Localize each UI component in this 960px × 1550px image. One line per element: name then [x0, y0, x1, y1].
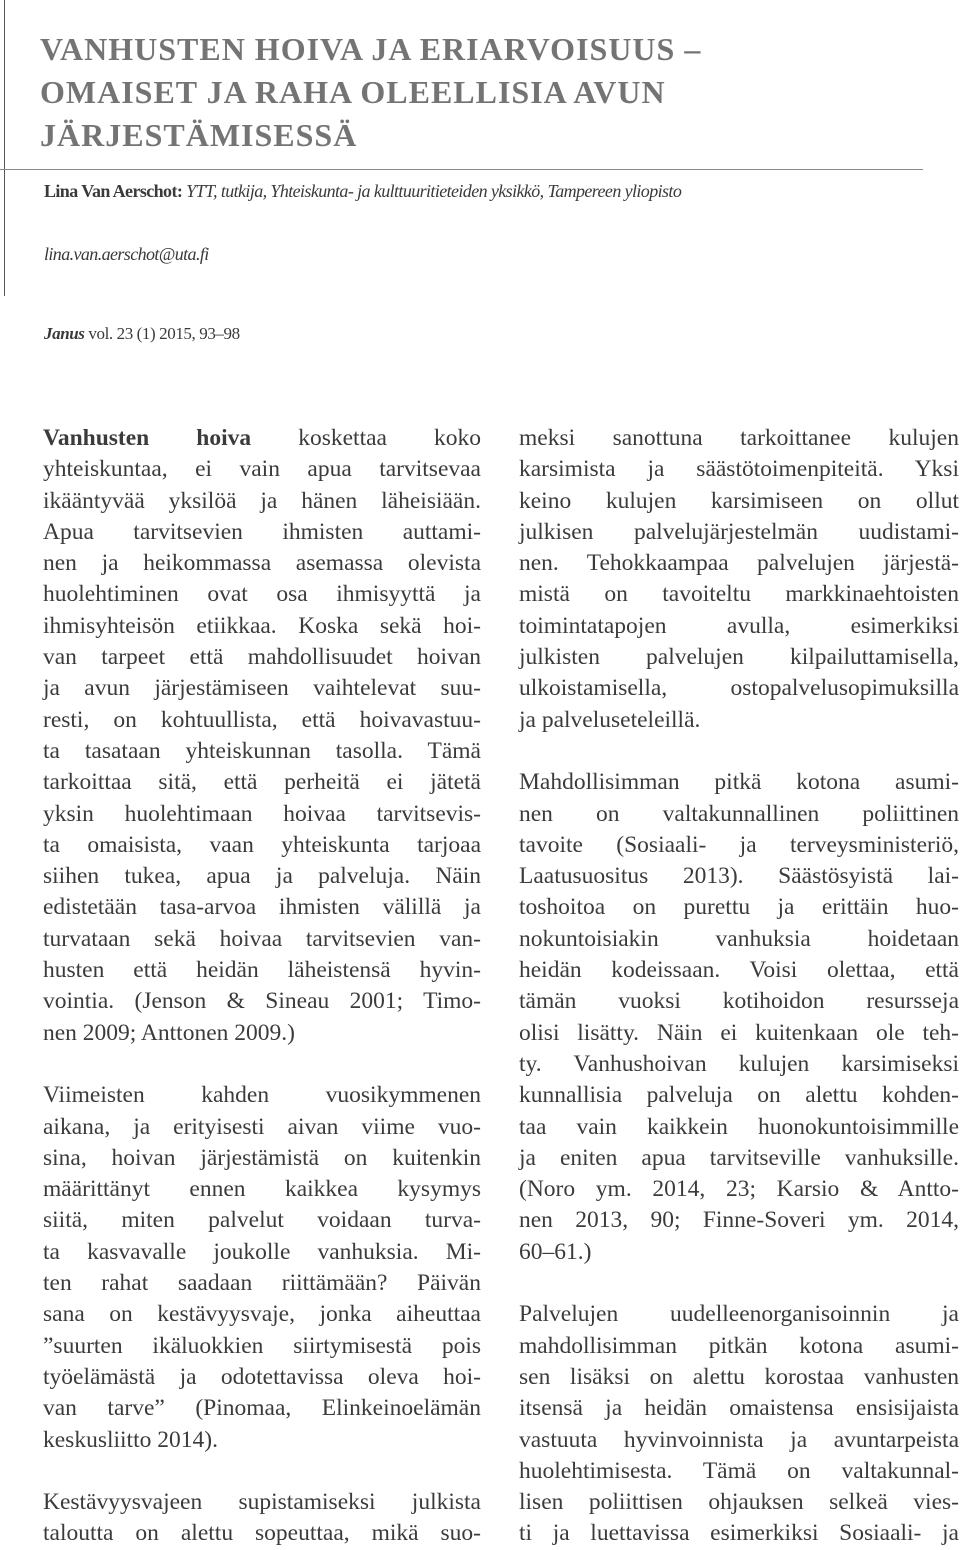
author-line — [44, 180, 924, 202]
text-line: van tarpeet että mahdollisuudet hoivan — [43, 644, 481, 671]
lead-bold: Vanhusten hoiva — [43, 425, 252, 451]
text-line: tämän vuoksi kotihoidon resursseja — [519, 988, 959, 1015]
text-line: julkisten palvelujen kilpailuttamisella, — [519, 644, 959, 671]
text-line: nen 2009; Anttonen 2009.) — [43, 1019, 295, 1046]
text-line: mahdollisimman pitkän kotona asumi- — [519, 1332, 959, 1359]
text-line — [43, 423, 481, 454]
text-line: ta kasvavalle joukolle vanhuksia. Mi- — [43, 1238, 481, 1265]
text-line: ten rahat saadaan riittämään? Päivän — [43, 1270, 481, 1297]
text-line: lisen poliittisen ohjauksen selkeä vies- — [519, 1489, 959, 1516]
text-fragment: koskettaa koko — [251, 425, 482, 451]
text-line: julkisen palvelujärjestelmän uudistami- — [519, 518, 959, 545]
text-line: nokuntoisiakin vanhuksia hoidetaan — [519, 925, 959, 952]
text-line: karsimista ja säästötoimenpiteitä. Yksi — [519, 456, 959, 483]
text-line: (Noro ym. 2014, 23; Karsio & Antto- — [519, 1176, 959, 1203]
text-line: turvataan sekä hoivaa tarvitsevien van- — [43, 925, 481, 952]
journal-citation — [44, 324, 240, 344]
paragraph — [43, 1080, 481, 1456]
citation-details: vol. 23 (1) 2015, 93–98 — [88, 324, 240, 343]
text-line: huolehtimisesta. Tämä on valtakunnal- — [519, 1457, 959, 1484]
title-line: VANHUSTEN HOIVA JA ERIARVOISUUS – — [40, 31, 702, 67]
text-line: toimintatapojen avulla, esimerkiksi — [519, 612, 959, 639]
text-line: nen 2013, 90; Finne-Soveri ym. 2014, — [519, 1207, 959, 1234]
text-line: resti, on kohtuullista, että hoivavastuu- — [43, 706, 481, 733]
title-line: JÄRJESTÄMISESSÄ — [40, 117, 358, 153]
text-line: huolehtiminen ovat osa ihmisyyttä ja — [43, 581, 481, 608]
paragraph-gap — [43, 1456, 481, 1487]
text-line: taloutta on alettu sopeuttaa, mikä suo- — [43, 1520, 481, 1547]
text-line: ”suurten ikäluokkien siirtymisestä pois — [43, 1332, 481, 1359]
text-line: sen lisäksi on alettu korostaa vanhusten — [519, 1363, 959, 1390]
text-line: van tarve” (Pinomaa, Elinkeinoelämän — [43, 1395, 481, 1422]
text-line: Kestävyysvajeen supistamiseksi julkista — [43, 1489, 481, 1516]
text-line: husten että heidän läheistensä hyvin- — [43, 957, 481, 984]
text-line: ja eniten apua tarvitseville vanhuksille. — [519, 1144, 959, 1171]
text-line: siitä, miten palvelut voidaan turva- — [43, 1207, 481, 1234]
text-line: ta tasataan yhteiskunnan tasolla. Tämä — [43, 737, 481, 764]
text-line: vastuuta hyvinvoinnista ja avuntarpeista — [519, 1426, 959, 1453]
paragraph — [43, 423, 481, 1049]
paragraph-gap — [519, 1268, 959, 1299]
title-line: OMAISET JA RAHA OLEELLISIA AVUN — [40, 74, 666, 110]
text-line: tarkoittaa sitä, että perheitä ei jätetä — [43, 769, 481, 796]
text-line: itsensä ja heidän omaistensa ensisijaista — [519, 1395, 959, 1422]
text-line: olisi lisätty. Näin ei kuitenkaan ole teh- — [519, 1019, 959, 1046]
paragraph-gap — [519, 736, 959, 767]
text-line: sana on kestävyysvaje, jonka aiheuttaa — [43, 1301, 481, 1328]
text-line: aikana, ja erityisesti aivan viime vuo- — [43, 1113, 481, 1140]
text-line: sina, hoivan järjestämistä on kuitenkin — [43, 1144, 481, 1171]
right-column — [519, 423, 959, 1550]
text-line: keino kulujen karsimiseen on ollut — [519, 487, 959, 514]
text-line: vointia. (Jenson & Sineau 2001; Timo- — [43, 988, 481, 1015]
text-line: yhteiskuntaa, ei vain apua tarvitsevaa — [43, 456, 481, 483]
text-line: toshoitoa on purettu ja erittäin huo- — [519, 894, 959, 921]
text-line: tavoite (Sosiaali- ja terveysministeriö, — [519, 831, 959, 858]
text-line: Mahdollisimman pitkä kotona asumi- — [519, 769, 959, 796]
text-line: työelämästä ja odotettavissa oleva hoi- — [43, 1363, 481, 1390]
text-line: Laatusuositus 2013). Säästösyistä lai- — [519, 863, 959, 890]
text-line: mistä on tavoiteltu markkinaehtoisten — [519, 581, 959, 608]
text-line: taa vain kaikkein huonokuntoisimmille — [519, 1113, 959, 1140]
text-line: siihen tukea, apua ja palveluja. Näin — [43, 863, 481, 890]
text-line: ty. Vanhushoivan kulujen karsimiseksi — [519, 1050, 959, 1077]
text-line: Viimeisten kahden vuosikymmenen — [43, 1082, 481, 1109]
paragraph-gap — [43, 1049, 481, 1080]
text-line: heidän kodeissaan. Voisi olettaa, että — [519, 957, 959, 984]
author-name: Lina Van Aerschot: — [44, 181, 183, 201]
text-line: ikääntyvää yksilöä ja hänen läheisiään. — [43, 487, 481, 514]
text-line: edistetään tasa-arvoa ihmisten välillä ja — [43, 894, 481, 921]
paragraph — [43, 1487, 481, 1550]
paragraph — [519, 423, 959, 736]
paragraph — [519, 767, 959, 1268]
text-line: meksi sanottuna tarkoittanee kulujen — [519, 425, 959, 451]
header-vertical-rule — [4, 0, 5, 296]
left-column — [43, 423, 481, 1550]
paragraph — [519, 1299, 959, 1549]
text-line: Palvelujen uudelleenorganisoinnin ja — [519, 1301, 959, 1328]
text-line: 60–61.) — [519, 1238, 592, 1265]
text-line: kunnallisia palveluja on alettu kohden- — [519, 1082, 959, 1109]
text-line: nen. Tehokkaampaa palvelujen järjestä- — [519, 550, 959, 577]
text-line: nen ja heikommassa asemassa olevista — [43, 550, 481, 577]
author-email[interactable]: lina.van.aerschot@uta.fi — [44, 244, 209, 264]
text-line: ta omaisista, vaan yhteiskunta tarjoaa — [43, 831, 481, 858]
text-line: ti ja luettavissa esimerkiksi Sosiaali- ja — [519, 1520, 959, 1547]
text-line: yksin huolehtimaan hoivaa tarvitsevis- — [43, 800, 481, 827]
text-line: keskusliitto 2014). — [43, 1426, 218, 1453]
text-line: ulkoistamisella, ostopalvelusopimuksilla — [519, 675, 959, 702]
text-line: ihmisyhteisön etiikkaa. Koska sekä hoi- — [43, 612, 481, 639]
text-line: nen on valtakunnallinen poliittinen — [519, 800, 959, 827]
header-horizontal-rule — [0, 169, 923, 170]
text-line: määrittänyt ennen kaikkea kysymys — [43, 1176, 481, 1203]
author-affiliation: YTT, tutkija, Yhteiskunta- ja kulttuuritieteiden yksikkö, Tampereen yliopisto — [186, 181, 682, 201]
text-line: Apua tarvitsevien ihmisten auttami- — [43, 518, 481, 545]
text-line: ja palveluseteleillä. — [519, 706, 701, 733]
journal-name: Janus — [44, 324, 85, 343]
article-title — [40, 28, 920, 157]
text-line: ja avun järjestämiseen vaihtelevat suu- — [43, 675, 481, 702]
